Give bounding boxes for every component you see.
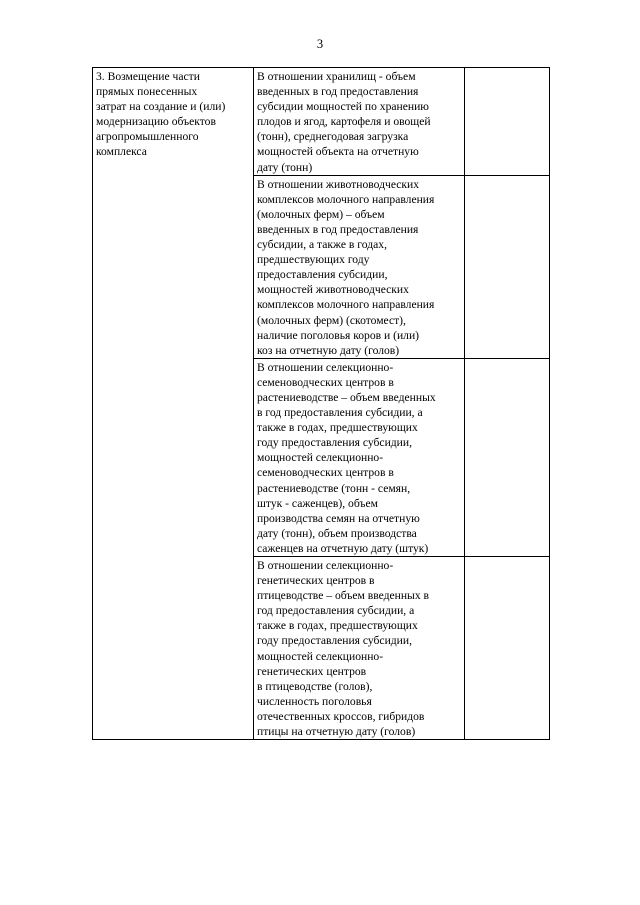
value-cell bbox=[465, 557, 550, 740]
indicator-text-poultry-centers: В отношении селекционно- генетических центров в птицеводстве – объем введенных в год предоставления субсидии, а также в годах, предшествующих году предоставления субсидии, мощностей селекционно- генетических центров в птицеводстве (голов), численность поголовья отечественных кроссов, гибридов птицы на отчетную дату (голов) bbox=[257, 559, 430, 739]
indicator-text-seed-centers: В отношении селекционно- семеноводческих центров в растениеводстве – объем введенных в год предоставления субсидии, а также в годах, предшествующих году предоставления субсидии, мощностей селекционно- семеноводческих центров в растениеводстве (тонн - семян, штук - саженцев), объем производства семян на отчетную дату (тонн), объем производства саженцев на отчетную дату (штук) bbox=[257, 360, 436, 555]
page-number: 3 bbox=[316, 37, 324, 51]
indicator-cell bbox=[254, 68, 465, 176]
value-cell bbox=[465, 175, 550, 358]
indicator-text-dairy: В отношении животноводческих комплексов молочного направления (молочных ферм) – объем введенных в год предоставления субсидии, а также в годах, предшествующих году предоставления субсидии, мощностей животноводческих комплексов молочного направления (молочных ферм) (скотомест), наличие поголовья коров и (или) коз на отчетную дату (голов) bbox=[257, 177, 435, 357]
indicators-table bbox=[92, 67, 550, 740]
measure-label: 3. Возмещение части прямых понесенных затрат на создание и (или) модернизацию объектов агропромышленного комплекса bbox=[96, 70, 226, 159]
value-cell bbox=[465, 68, 550, 176]
measure-cell bbox=[93, 68, 254, 740]
indicator-cell bbox=[254, 175, 465, 358]
indicator-text-storage: В отношении хранилищ - объем введенных в год предоставления субсидии мощностей по хранению плодов и ягод, картофеля и овощей (тонн), среднегодовая загрузка мощностей объекта на отчетную дату (тонн) bbox=[257, 70, 431, 174]
indicator-cell bbox=[254, 358, 465, 556]
value-cell bbox=[465, 358, 550, 556]
table-row bbox=[93, 68, 550, 176]
indicator-cell bbox=[254, 557, 465, 740]
